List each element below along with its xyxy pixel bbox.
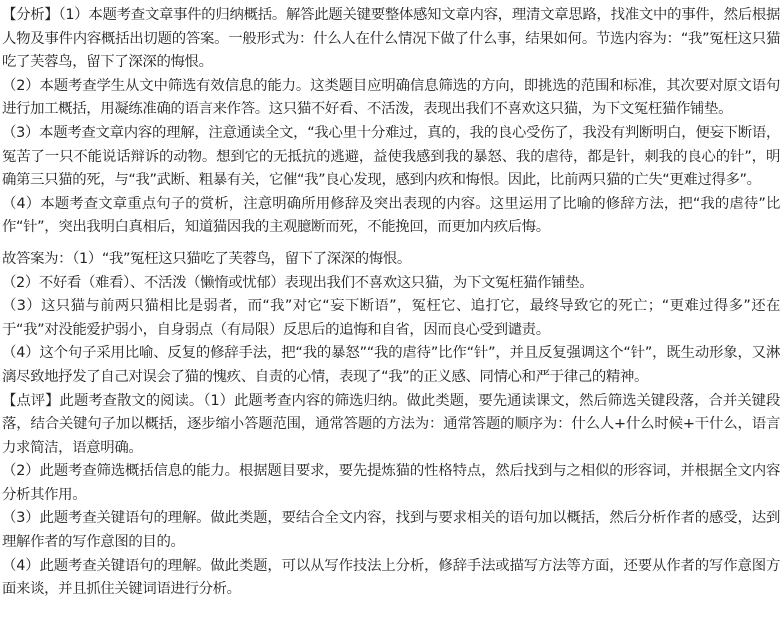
analysis-paragraph-4: （4）本题考查文章重点句子的赏析，注意明确所用修辞及突出表现的内容。这里运用了比喻的修辞方法，把“我的虐待”比作“针”，突出我明白真相后，知道猫因我的主观臆断而死，不能挽回，而更加内疚后悔。 — [2, 195, 780, 236]
analysis-paragraph-2: （2）本题考查学生从文中筛选有效信息的能力。这类题目应明确信息筛选的方向，即挑选的范围和标准，其次要对原文语句进行加工概括，用凝练准确的语言来作答。这只猫不好看、不活泼，表现出我们不喜欢这只猫，为下文冤枉猫作铺垫。 — [2, 77, 780, 118]
comment-paragraph-1: 【点评】此题考查散文的阅读。（1）此题考查内容的筛选归纳。做此类题，要先通读课文，然后筛选关键段落，合并关键段落，结合关键句子加以概括，逐步缩小答题范围，通常答题的方法为：通常答题的顺序为：什么人+什么时候+干什么，语言力求简洁，语意明确。 — [2, 392, 780, 456]
comment-paragraph-4: （4）此题考查关键语句的理解。做此类题，可以从写作技法上分析，修辞手法或描写方法等方面，还要从作者的写作意图方面来谈，并且抓住关键词语进行分析。 — [2, 557, 780, 598]
answer-paragraph-3: （3）这只猫与前两只猫相比是弱者，而“我”对它“妄下断语”，冤枉它、追打它，最终导致它的死亡；“更难过得多”还在于“我”对没能爱护弱小，自身弱点（有局限）反思后的追悔和自省，因而良心受到谴责。 — [2, 298, 780, 338]
section-gap — [2, 240, 780, 248]
answer-paragraph-1: 故答案为：（1）“我”冤枉这只猫吃了芙蓉鸟，留下了深深的悔恨。 — [2, 250, 411, 267]
analysis-paragraph-1: 【分析】（1）本题考查文章事件的归纳概括。解答此题关键要整体感知文章内容，理清文章思路，找准文中的事件，然后根据人物及事件内容概括出切题的答案。一般形式为：什么人在什么情况下做了什么事，结果如何。节选内容为：“我”冤枉这只猫吃了芙蓉鸟，留下了深深的悔恨。 — [2, 7, 780, 71]
answer-paragraph-2: （2）不好看（难看）、不活泼（懒惰或忧郁）表现出我们不喜欢这只猫，为下文冤枉猫作铺垫。 — [2, 274, 594, 291]
analysis-paragraph-3: （3）本题考查文章内容的理解，注意通读全文，“我心里十分难过，真的，我的良心受伤了，我没有判断明白，便妄下断语，冤苦了一只不能说话辩诉的动物。想到它的无抵抗的逃避，益使我感到我的暴怒、我的虐待，都是针，刺我的良心的针”，明确第三只猫的死，与“我”武断、粗暴有关，它催“我”良心发现，感到内疚和悔恨。因此，比前两只猫的亡失“更难过得多”。 — [2, 124, 780, 189]
answer-paragraph-4: （4）这个句子采用比喻、反复的修辞手法，把“我的暴怒”“我的虐待”比作“针”，并且反复强调这个“针”，既生动形象，又淋漓尽致地抒发了自己对误会了猫的愧疚、自责的心情，表现了“我”的正义感、同情心和严于律己的精神。 — [2, 345, 780, 385]
comment-paragraph-2: （2）此题考查筛选概括信息的能力。根据题目要求，要先提炼猫的性格特点，然后找到与之相似的形容词，并根据全文内容分析其作用。 — [2, 463, 780, 503]
comment-paragraph-3: （3）此题考查关键语句的理解。做此类题，要结合全文内容，找到与要求相关的语句加以概括，然后分析作者的感受，达到理解作者的写作意图的目的。 — [2, 510, 780, 551]
